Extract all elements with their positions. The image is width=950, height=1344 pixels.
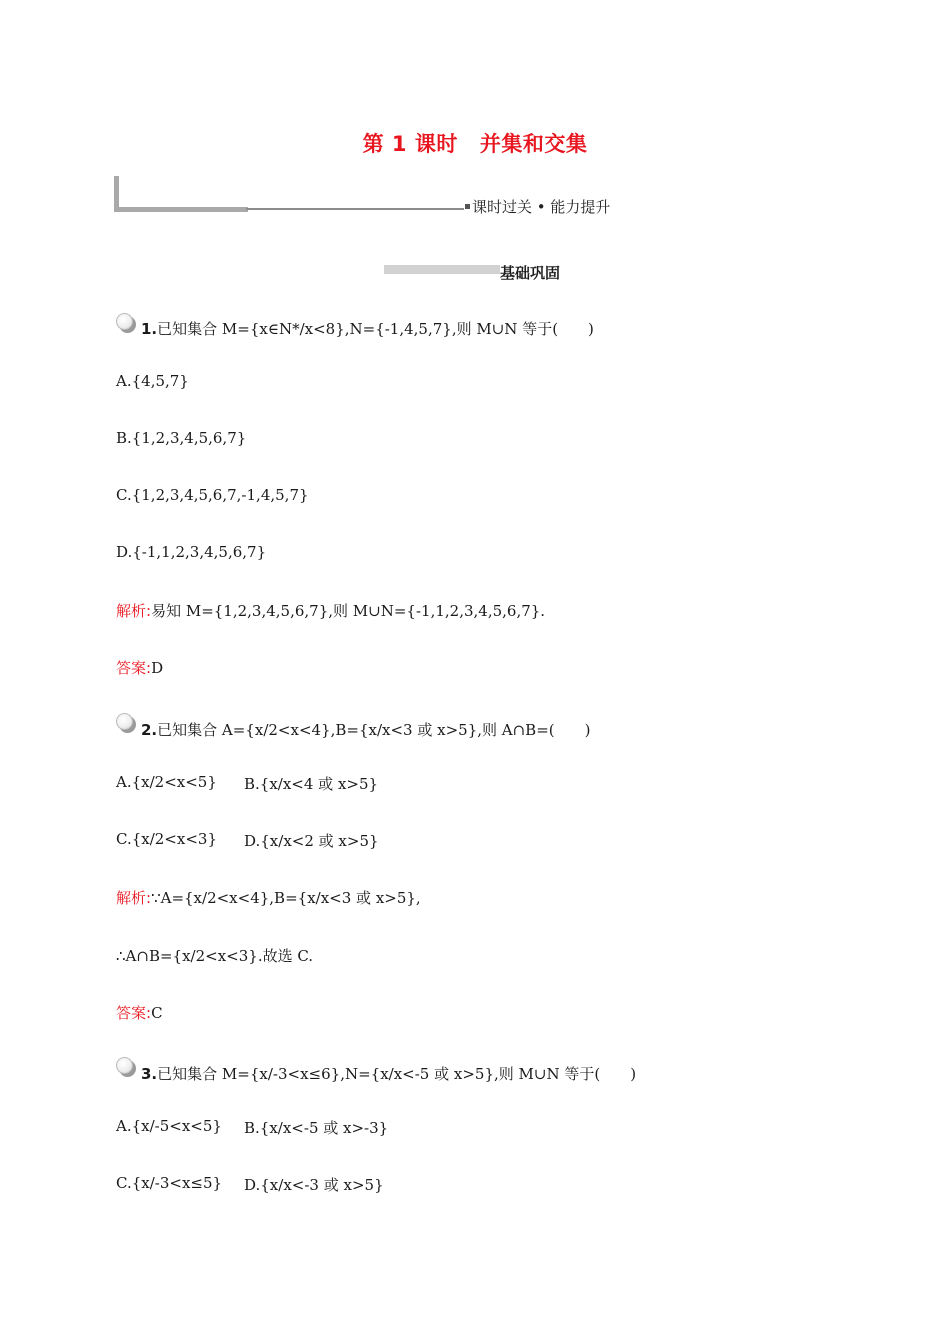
- answer-label: 答案:: [116, 659, 152, 677]
- question-2-analysis: [116, 887, 421, 908]
- section-title-bar: [384, 265, 500, 274]
- question-2-option-a: A.{x/2<x<5}: [116, 773, 217, 791]
- page-title: [0, 128, 950, 158]
- question-circle-icon: [116, 313, 138, 333]
- question-number: 2.: [141, 721, 158, 739]
- answer-label: 答案:: [116, 1004, 152, 1022]
- section-title: 基础巩固: [500, 264, 561, 282]
- banner-square-bullet: [465, 204, 470, 209]
- banner-bracket-bar: [114, 207, 248, 212]
- analysis-text: ∵A={x/2<x<4},B={x/x<3 或 x>5},: [151, 889, 421, 907]
- question-circle-icon: [116, 713, 138, 733]
- question-1-option-a: A.{4,5,7}: [116, 372, 189, 390]
- analysis-label: 解析:: [116, 889, 152, 907]
- question-1-answer: [116, 657, 163, 678]
- question-text: 已知集合 M={x∈N*/x<8},N={-1,4,5,7},则 M∪N 等于( ): [157, 320, 594, 338]
- question-3-option-a: A.{x/-5<x<5}: [116, 1117, 222, 1135]
- question-3-option-b: B.{x/x<-5 或 x>-3}: [244, 1119, 389, 1137]
- question-2-analysis-conclusion: ∴A∩B={x/2<x<3}.故选 C.: [116, 947, 314, 965]
- analysis-text: 易知 M={1,2,3,4,5,6,7},则 M∪N={-1,1,2,3,4,5,6,7}.: [151, 602, 546, 620]
- banner-label: 课时过关 • 能力提升: [472, 198, 611, 216]
- question-1-option-d: D.{-1,1,2,3,4,5,6,7}: [116, 543, 267, 561]
- analysis-label: 解析:: [116, 602, 152, 620]
- answer-value: C: [151, 1004, 163, 1022]
- question-1-option-b: B.{1,2,3,4,5,6,7}: [116, 429, 247, 447]
- question-3-option-c: C.{x/-3<x≤5}: [116, 1174, 223, 1192]
- question-2-option-b: B.{x/x<4 或 x>5}: [244, 775, 379, 793]
- question-3-option-d: D.{x/x<-3 或 x>5}: [244, 1176, 384, 1194]
- question-number: 3.: [141, 1065, 158, 1083]
- question-1-option-c: C.{1,2,3,4,5,6,7,-1,4,5,7}: [116, 486, 309, 504]
- lesson-number: 第 1 课时: [362, 132, 458, 156]
- lesson-topic: 并集和交集: [479, 132, 588, 156]
- banner-divider-line: [246, 208, 464, 210]
- question-number: 1.: [141, 320, 158, 338]
- question-text: 已知集合 M={x/-3<x≤6},N={x/x<-5 或 x>5},则 M∪N 等于( ): [157, 1065, 637, 1083]
- question-2-option-c: C.{x/2<x<3}: [116, 830, 217, 848]
- question-1-stem: [141, 318, 594, 339]
- question-circle-icon: [116, 1057, 138, 1077]
- question-1-analysis: [116, 600, 545, 621]
- question-2-option-d: D.{x/x<2 或 x>5}: [244, 832, 379, 850]
- answer-value: D: [151, 659, 164, 677]
- question-3-stem: [141, 1063, 636, 1084]
- question-2-stem: [141, 719, 590, 740]
- question-2-answer: [116, 1002, 163, 1023]
- question-text: 已知集合 A={x/2<x<4},B={x/x<3 或 x>5},则 A∩B=( ): [157, 721, 591, 739]
